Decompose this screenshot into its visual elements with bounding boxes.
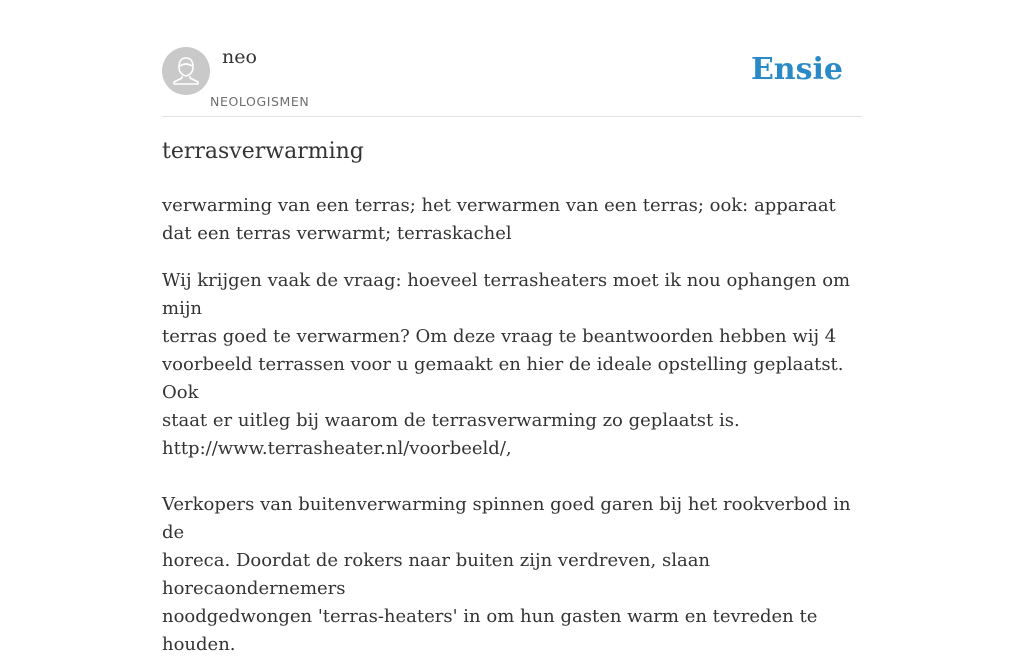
example-line: voorbeeld terrassen voor u gemaakt en hier de ideale opstelling geplaatst. Ook [162,354,844,403]
example-line: horeca. Doordat de rokers naar buiten zijn verdreven, slaan horecaondernemers [162,550,711,599]
example-line: terras goed te verwarmen? Om deze vraag te beantwoorden hebben wij 4 [162,326,837,347]
example-line: staat er uitleg bij waarom de terrasverwarming zo geplaatst is. [162,410,740,431]
example-line: noodgedwongen 'terras-heaters' in om hun gasten warm en tevreden te houden. [162,606,818,655]
entry-example [162,267,862,659]
user-avatar-icon[interactable] [162,47,210,95]
example-line: Verkopers van buitenverwarming spinnen goed garen bij het rookverbod in de [162,494,851,543]
ensie-logo[interactable]: Ensie [750,52,843,87]
example-line [162,463,862,491]
example-line: http://www.terrasheater.nl/voorbeeld/, [162,438,512,459]
example-line: Wij krijgen vaak de vraag: hoeveel terrasheaters moet ik nou ophangen om mijn [162,270,851,319]
entry-title: terrasverwarming [162,139,364,164]
entry-header [162,0,862,117]
document-page [162,0,862,655]
entry-definition: verwarming van een terras; het verwarmen van een terras; ook: apparaat dat een terras verwarmt; terraskachel [162,195,836,244]
author-name[interactable]: neo [222,46,257,68]
collection-label[interactable]: NEOLOGISMEN [210,94,310,109]
